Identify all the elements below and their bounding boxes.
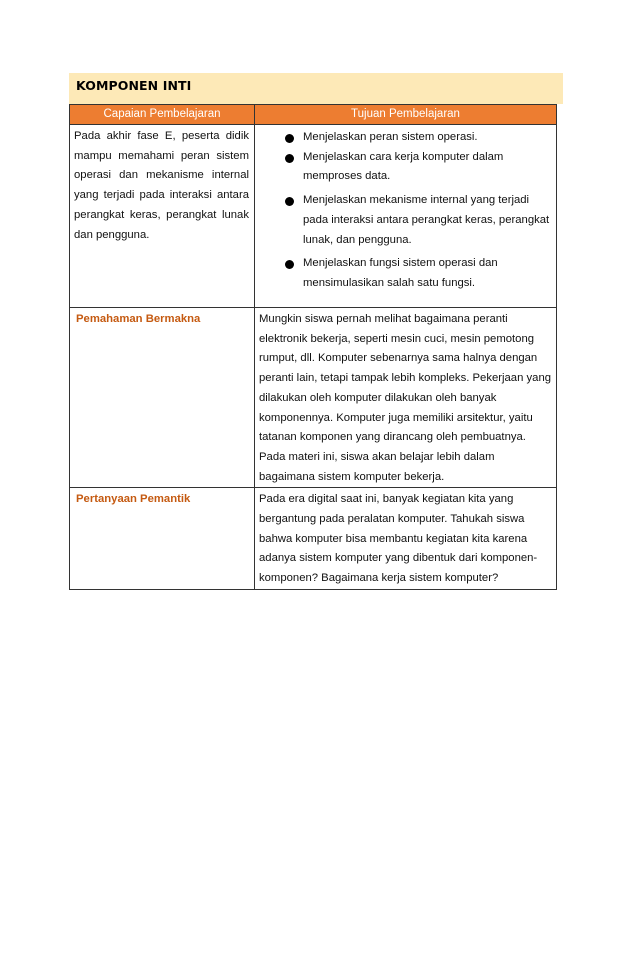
komponen-inti-table [69, 104, 557, 590]
tujuan-item-text: Menjelaskan fungsi sistem operasi dan mensimulasikan salah satu fungsi. [303, 257, 498, 289]
bullet-icon [285, 197, 294, 206]
list-item [259, 191, 551, 250]
section-header-band [69, 73, 563, 104]
section-title: KOMPONEN INTI [76, 78, 192, 93]
tujuan-item-text: Menjelaskan peran sistem operasi. [303, 131, 478, 143]
table-row [70, 125, 557, 308]
header-tujuan: Tujuan Pembelajaran [255, 105, 557, 125]
pertanyaan-text: Pada era digital saat ini, banyak kegiatan kita yang bergantung pada peralatan komputer. Tahukah siswa bahwa komputer bisa membantu kegiatan kita karena adanya sistem komputer yang dibentuk dari komponen-komponen? Bagaimana kerja sistem komputer? [259, 493, 538, 585]
capaian-text: Pada akhir fase E, peserta didik mampu memahami peran sistem operasi dan mekanisme internal yang terjadi pada interaksi antara perangkat keras, perangkat lunak dan pengguna. [74, 130, 249, 241]
pemahaman-label: Pemahaman Bermakna [76, 313, 201, 325]
list-item [259, 148, 551, 187]
tujuan-item-text: Menjelaskan mekanisme internal yang terjadi pada interaksi antara perangkat keras, perangkat lunak, dan pengguna. [303, 194, 550, 246]
bullet-icon [285, 260, 294, 269]
list-item [259, 254, 551, 293]
tujuan-cell [255, 125, 557, 308]
tujuan-item-text: Menjelaskan cara kerja komputer dalam memproses data. [303, 150, 504, 183]
pertanyaan-text-cell [255, 488, 557, 590]
pertanyaan-label-cell [70, 488, 255, 590]
capaian-cell [70, 125, 255, 308]
table-row [70, 488, 557, 590]
header-capaian: Capaian Pembelajaran [70, 105, 255, 125]
tujuan-list [259, 128, 551, 294]
pemahaman-label-cell [70, 308, 255, 488]
pertanyaan-label: Pertanyaan Pemantik [76, 493, 191, 506]
table-header-row [70, 105, 557, 125]
list-item [259, 128, 551, 148]
bullet-icon [285, 154, 294, 163]
pemahaman-text: Mungkin siswa pernah melihat bagaimana peranti elektronik bekerja, seperti mesin cuci, mesin pemotong rumput, dll. Komputer sebenarnya sama halnya dengan peranti lain, tetapi tampak lebih kompleks. Pekerjaan yang dilakukan oleh komputer dilakukan oleh banyak komponennya. Komputer juga memiliki arsitektur, yaitu tatanan komponen yang dirancang oleh pembuatnya. Pada materi ini, siswa akan belajar lebih dalam bagaimana sistem komputer bekerja. [259, 313, 552, 483]
pemahaman-text-cell [255, 308, 557, 488]
table-row [70, 308, 557, 488]
bullet-icon [285, 134, 294, 143]
